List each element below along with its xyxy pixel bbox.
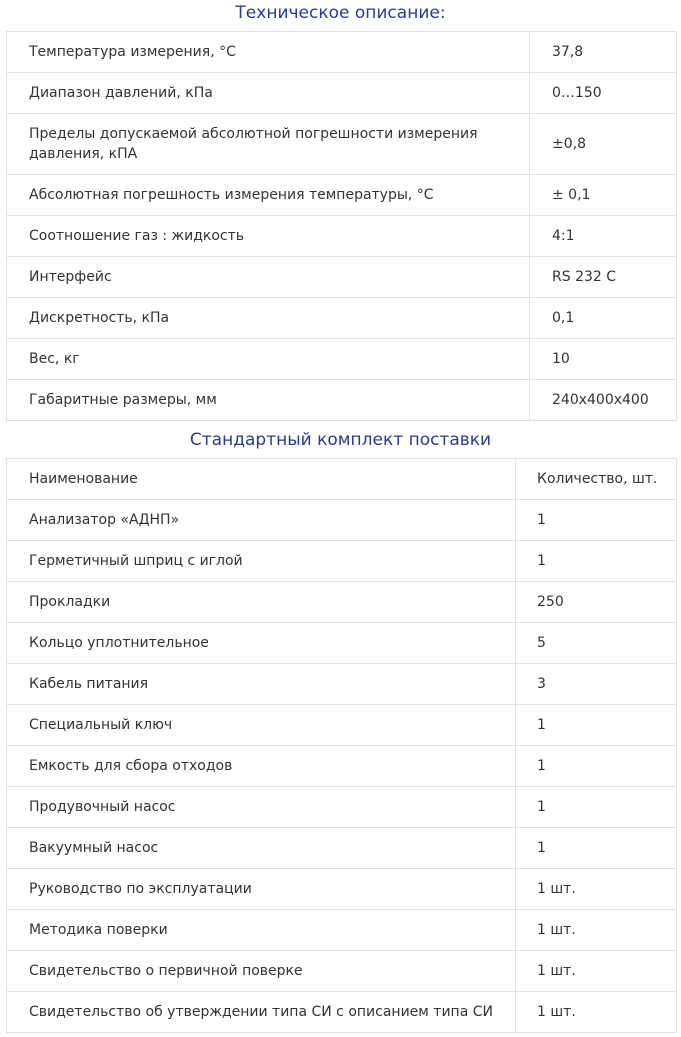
table-row [7, 541, 677, 582]
item-name: Кольцо уплотнительное [7, 623, 516, 664]
item-qty: 1 [516, 787, 677, 828]
item-qty: 1 [516, 705, 677, 746]
kit-section-title: Стандартный комплект поставки [189, 430, 492, 450]
header-name: Наименование [7, 459, 516, 500]
table-row [7, 951, 677, 992]
item-name: Продувочный насос [7, 787, 516, 828]
spec-name: Дискретность, кПа [7, 298, 530, 339]
spec-name: Интерфейс [7, 257, 530, 298]
table-row [7, 664, 677, 705]
item-qty: 250 [516, 582, 677, 623]
table-row [7, 869, 677, 910]
item-qty: 1 [516, 500, 677, 541]
table-row [7, 32, 677, 73]
table-row [7, 746, 677, 787]
spec-name: Вес, кг [7, 339, 530, 380]
table-row [7, 500, 677, 541]
item-name: Специальный ключ [7, 705, 516, 746]
table-row [7, 380, 677, 421]
spec-value: ± 0,1 [530, 175, 677, 216]
item-name: Кабель питания [7, 664, 516, 705]
item-qty: 5 [516, 623, 677, 664]
tech-spec-table [6, 31, 677, 421]
spec-name: Пределы допускаемой абсолютной погрешности измерения давления, кПА [7, 114, 530, 175]
table-row [7, 992, 677, 1033]
table-row [7, 705, 677, 746]
table-row [7, 175, 677, 216]
table-row [7, 216, 677, 257]
item-qty: 1 шт. [516, 869, 677, 910]
table-header-row [7, 459, 677, 500]
spec-value: 0,1 [530, 298, 677, 339]
delivery-kit-table [6, 458, 677, 1033]
table-row [7, 257, 677, 298]
item-qty: 1 [516, 828, 677, 869]
item-qty: 1 [516, 541, 677, 582]
item-qty: 1 [516, 746, 677, 787]
item-qty: 1 шт. [516, 910, 677, 951]
table-row [7, 787, 677, 828]
spec-name: Температура измерения, °С [7, 32, 530, 73]
item-name: Свидетельство о первичной поверке [7, 951, 516, 992]
table-row [7, 114, 677, 175]
spec-name: Соотношение газ : жидкость [7, 216, 530, 257]
item-name: Свидетельство об утверждении типа СИ с описанием типа СИ [7, 992, 516, 1033]
spec-value: ±0,8 [530, 114, 677, 175]
table-row [7, 339, 677, 380]
item-qty: 1 шт. [516, 992, 677, 1033]
spec-value: 0…150 [530, 73, 677, 114]
item-qty: 3 [516, 664, 677, 705]
spec-value: 4:1 [530, 216, 677, 257]
table-row [7, 73, 677, 114]
table-row [7, 623, 677, 664]
table-row [7, 298, 677, 339]
spec-name: Габаритные размеры, мм [7, 380, 530, 421]
item-name: Анализатор «АДНП» [7, 500, 516, 541]
item-name: Методика поверки [7, 910, 516, 951]
table-row [7, 582, 677, 623]
tech-section-title: Техническое описание: [235, 3, 446, 23]
item-qty: 1 шт. [516, 951, 677, 992]
header-qty: Количество, шт. [516, 459, 677, 500]
item-name: Вакуумный насос [7, 828, 516, 869]
table-row [7, 910, 677, 951]
spec-name: Абсолютная погрешность измерения температуры, °С [7, 175, 530, 216]
item-name: Прокладки [7, 582, 516, 623]
spec-value: 10 [530, 339, 677, 380]
table-row [7, 828, 677, 869]
item-name: Руководство по эксплуатации [7, 869, 516, 910]
spec-value: RS 232 С [530, 257, 677, 298]
spec-name: Диапазон давлений, кПа [7, 73, 530, 114]
item-name: Емкость для сбора отходов [7, 746, 516, 787]
spec-value: 240х400х400 [530, 380, 677, 421]
item-name: Герметичный шприц с иглой [7, 541, 516, 582]
spec-value: 37,8 [530, 32, 677, 73]
